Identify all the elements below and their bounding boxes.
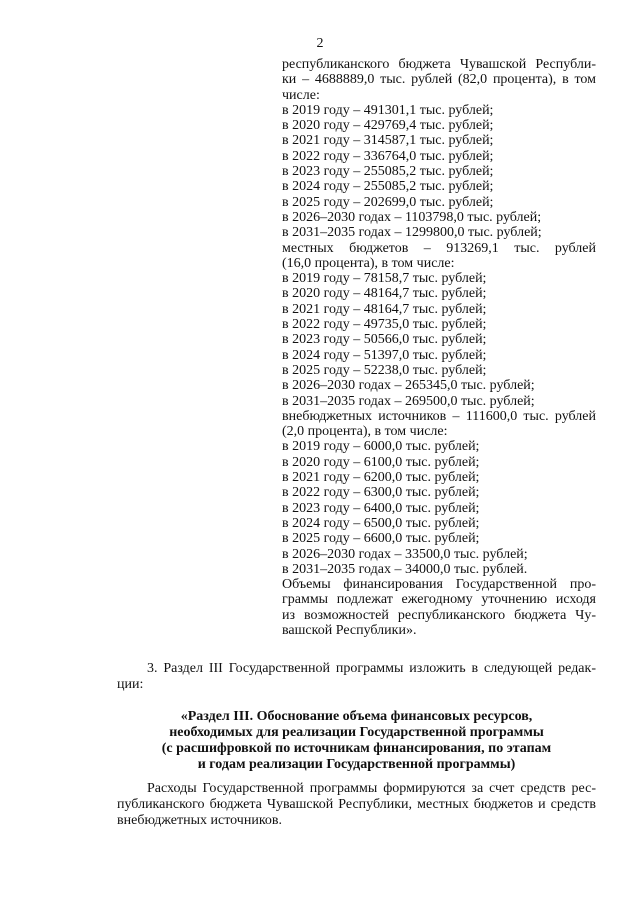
column-line: в 2022 году – 6300,0 тыс. рублей; — [282, 485, 480, 501]
column-line: в 2021 году – 6200,0 тыс. рублей; — [282, 470, 480, 486]
column-line: в 2022 году – 49735,0 тыс. рублей; — [282, 317, 487, 333]
column-line: в 2022 году – 336764,0 тыс. рублей; — [282, 148, 494, 164]
column-line: (16,0 процента), в том числе: — [282, 255, 455, 271]
paragraph-line-3: внебюджетных источников. — [117, 813, 283, 828]
column-line: в 2026–2030 годах – 33500,0 тыс. рублей; — [282, 546, 528, 562]
page-number: 2 — [316, 36, 324, 51]
column-line: из возможностей республиканского бюджета Чу- — [282, 607, 596, 623]
column-line: в 2021 году – 314587,1 тыс. рублей; — [282, 133, 494, 149]
column-line: в 2024 году – 255085,2 тыс. рублей; — [282, 179, 494, 195]
column-line: местных бюджетов – 913269,1 тыс. рублей — [282, 240, 596, 256]
column-line: в 2023 году – 255085,2 тыс. рублей; — [282, 164, 494, 180]
column-line: ки – 4688889,0 тыс. рублей (82,0 процента), в том — [282, 72, 596, 88]
column-line: в 2021 году – 48164,7 тыс. рублей; — [282, 301, 487, 317]
section-3-instruction — [117, 661, 596, 693]
column-line: в 2025 году – 6600,0 тыс. рублей; — [282, 531, 480, 547]
column-line: в 2026–2030 годах – 265345,0 тыс. рублей; — [282, 378, 535, 394]
column-line: в 2023 году – 6400,0 тыс. рублей; — [282, 500, 480, 516]
column-line: в 2019 году – 78158,7 тыс. рублей; — [282, 271, 487, 287]
column-line: граммы подлежат ежегодному уточнению исходя — [282, 592, 596, 608]
column-line: в 2024 году – 6500,0 тыс. рублей; — [282, 515, 480, 531]
funding-sources-column — [282, 57, 596, 638]
column-line: в 2024 году – 51397,0 тыс. рублей; — [282, 347, 487, 363]
column-line: республиканского бюджета Чувашской Республи- — [282, 57, 596, 72]
column-line: (2,0 процента), в том числе: — [282, 424, 448, 440]
heading-line-3: (с расшифровкой по источникам финансирования, по этапам — [161, 741, 552, 756]
column-line: в 2019 году – 491301,1 тыс. рублей; — [282, 102, 494, 118]
column-line: в 2020 году – 6100,0 тыс. рублей; — [282, 454, 480, 470]
heading-line-2: необходимых для реализации Государственной программы — [169, 725, 544, 740]
column-line: в 2031–2035 годах – 269500,0 тыс. рублей; — [282, 393, 535, 409]
column-line: в 2020 году – 429769,4 тыс. рублей; — [282, 118, 494, 134]
expenditure-paragraph — [117, 781, 596, 829]
column-line: внебюджетных источников – 111600,0 тыс. рублей — [282, 408, 596, 424]
column-line: в 2019 году – 6000,0 тыс. рублей; — [282, 439, 480, 455]
column-line: числе: — [282, 87, 320, 103]
column-line: в 2025 году – 52238,0 тыс. рублей; — [282, 362, 487, 378]
column-line: в 2026–2030 годах – 1103798,0 тыс. рублей; — [282, 209, 542, 225]
section-3-line-1: 3. Раздел III Государственной программы изложить в следующей редак- — [147, 661, 596, 676]
section-heading — [117, 709, 596, 773]
column-line: вашской Республики». — [282, 622, 417, 638]
column-line: в 2031–2035 годах – 1299800,0 тыс. рублей; — [282, 225, 542, 241]
heading-line-1: «Раздел III. Обоснование объема финансовых ресурсов, — [180, 709, 533, 724]
column-line: в 2025 году – 202699,0 тыс. рублей; — [282, 194, 494, 210]
column-line: Объемы финансирования Государственной про- — [282, 577, 596, 593]
column-line: в 2020 году – 48164,7 тыс. рублей; — [282, 286, 487, 302]
heading-line-4: и годам реализации Государственной программы) — [197, 757, 516, 772]
column-line: в 2031–2035 годах – 34000,0 тыс. рублей. — [282, 561, 528, 577]
column-line: в 2023 году – 50566,0 тыс. рублей; — [282, 332, 487, 348]
paragraph-line-2: публиканского бюджета Чувашской Республики, местных бюджетов и средств — [117, 797, 596, 812]
paragraph-line-1: Расходы Государственной программы формируются за счет средств рес- — [147, 781, 596, 796]
section-3-line-2: ции: — [117, 677, 144, 692]
